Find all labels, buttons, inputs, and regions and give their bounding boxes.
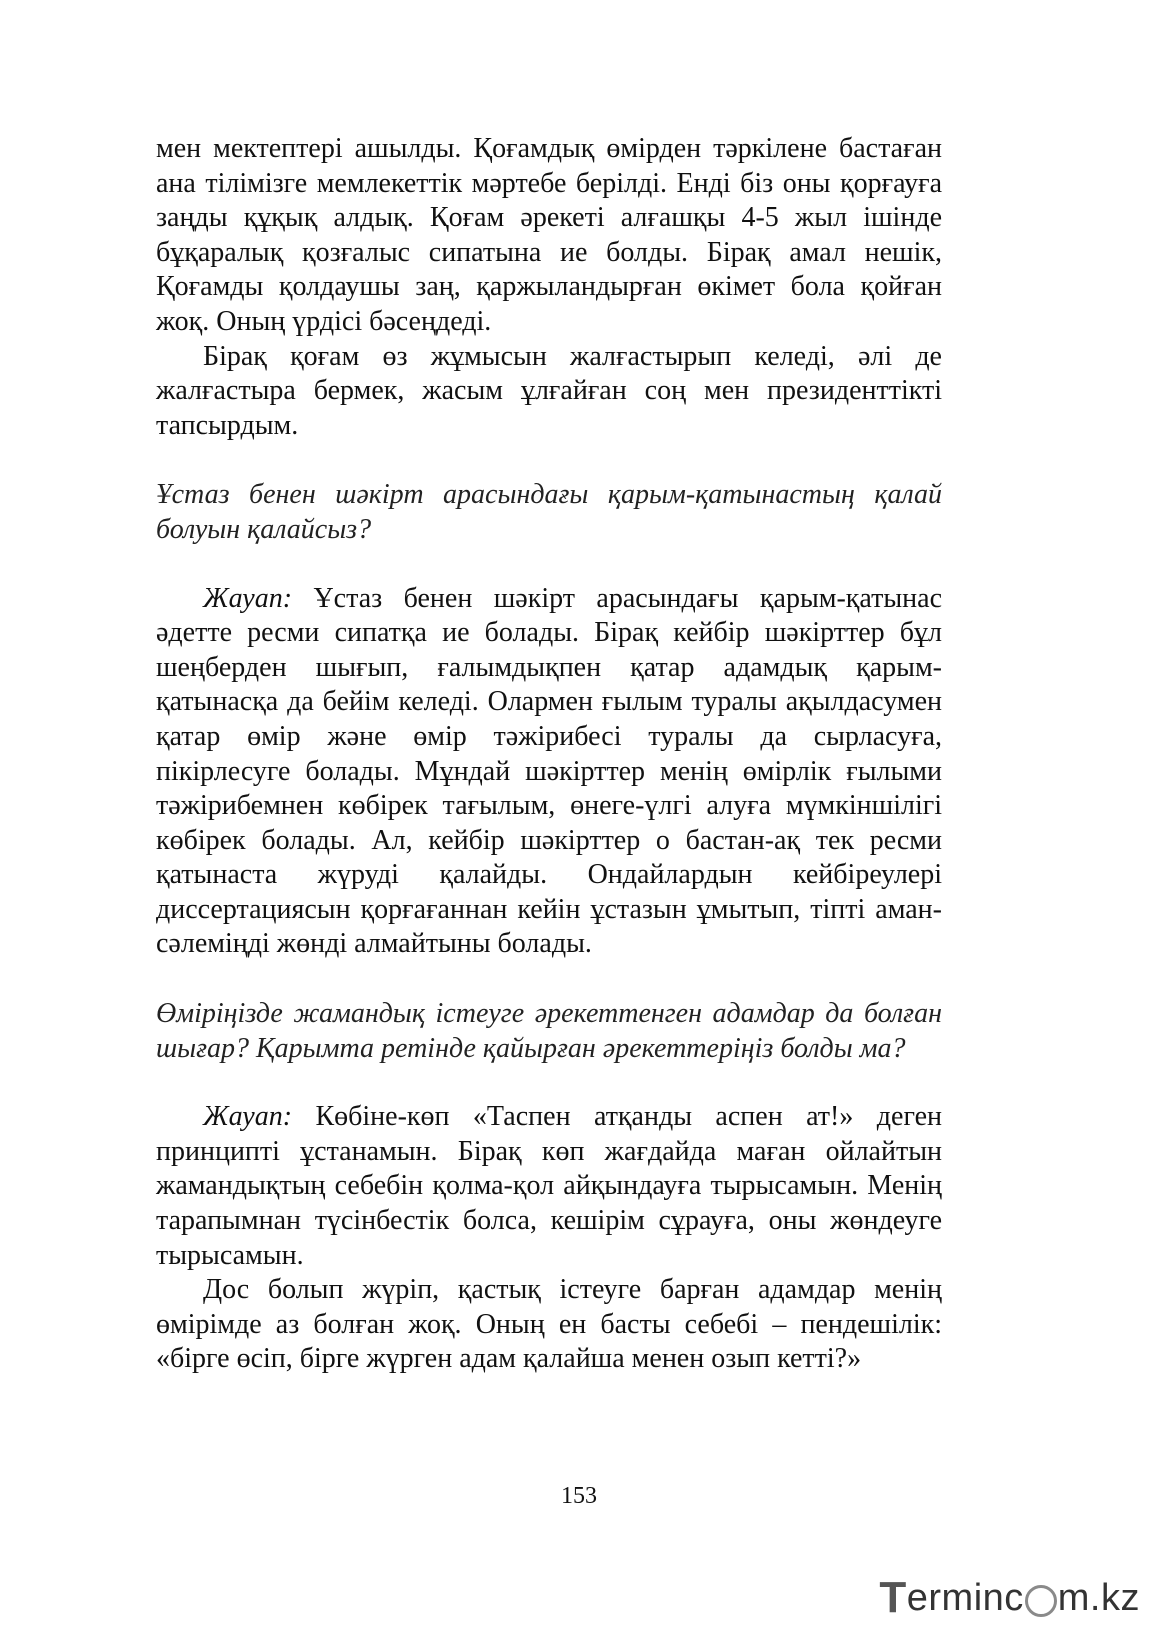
interview-question: Ұстаз бенен шәкірт арасындағы қарым-қатынастың қалай болуын қалайсыз?	[156, 479, 942, 545]
interview-question: Өміріңізде жамандық істеуге әрекеттенген адамдар да болған шығар? Қарымта ретінде қайырған әрекеттеріңіз болды ма?	[156, 998, 942, 1064]
paragraph: Дос болып жүріп, қастық істеуге барған адамдар менің өмірімде аз болған жоқ. Оның ен басты себебі – пендешілік: «бірге өсіп, бірге жүрген адам қалайша менен озып кетті?»	[156, 1274, 942, 1375]
site-watermark-logo	[879, 1573, 1140, 1623]
answer-text: Ұстаз бенен шәкірт арасындағы қарым-қатынас әдетте ресми сипатқа ие болады. Бірақ кейбір шәкірттер бұл шеңберден шығып, ғалымдықпен қатар адамдық қарым-қатынасқа да бейім келеді. Олармен ғылым туралы ақылдасумен қатар өмір және өмір тәжірибесі туралы да сырласуға, пікірлесуге болады. Мұндай шәкірттер менің өмірлік ғылыми тәжірибемнен көбірек тағылым, өнеге-үлгі алуға мүмкіншілігі көбірек болады. Ал, кейбір шәкірттер о бастан-ақ тек ресми қатынаста жүруді қалайды. Ондайлардын кейбіреулері диссертациясын қорғағаннан кейін ұстазын ұмытып, тіпті аман-сәлеміңді жөнді алмайтыны болады.	[156, 582, 942, 960]
paragraph: мен мектептері ашылды. Қоғамдық өмірден тәркілене бастаған ана тілімізге мемлекеттік мәртебе берілді. Енді біз оны қорғауға заңды құқық алдық. Қоғам әрекеті алғашқы 4-5 жыл ішінде бұқаралық қозғалыс сипатына ие болды. Бірақ амал нешік, Қоғамды қолдаушы заң, қаржыландырған өкімет бола қойған жоқ. Оның үрдісі бәсеңдеді.	[156, 133, 942, 337]
magnifier-ring-icon	[1025, 1585, 1057, 1617]
interview-answer	[156, 582, 942, 963]
paragraph: Бірақ қоғам өз жұмысын жалғастырып келеді, әлі де жалғастыра бермек, жасым ұлғайған соң мен президенттікті тапсырдым.	[156, 340, 942, 441]
answer-label: Жауап:	[203, 582, 293, 614]
watermark-suffix: m.kz	[1057, 1576, 1140, 1619]
interview-answer	[156, 1100, 942, 1273]
answer-text: Көбіне-көп «Таспен атқанды аспен ат!» деген принципті ұстанамын. Бірақ көп жағдайда маған ойлайтын жамандықтың себебін қолма-қол айқындауға тырысамын. Менің тарапымнан түсінбестік болса, кешірім сұрауға, оны жөндеуге тырысамын.	[156, 1101, 942, 1271]
page-body	[156, 132, 942, 1377]
page-number: 153	[561, 1483, 597, 1509]
watermark-prefix: T	[879, 1573, 907, 1622]
watermark-middle: erminc	[906, 1576, 1024, 1619]
answer-label: Жауап:	[203, 1101, 293, 1133]
